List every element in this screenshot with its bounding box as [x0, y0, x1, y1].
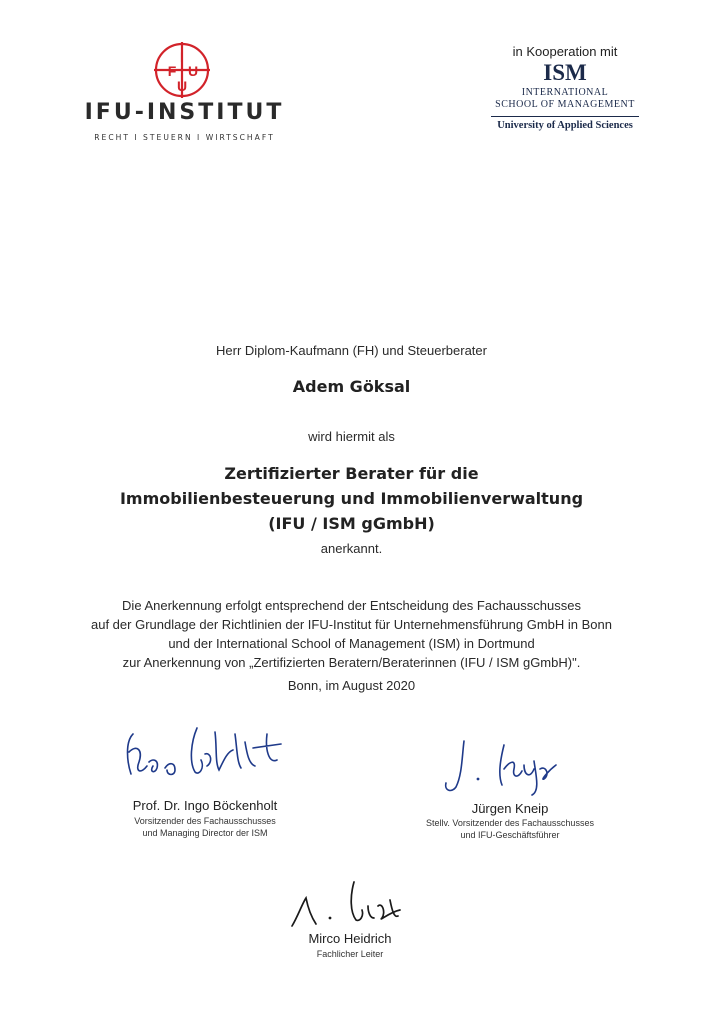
ism-title: ISM — [543, 60, 587, 85]
signature-kneip — [400, 735, 600, 805]
signatory-role-line: Stellv. Vorsitzender des Fachausschusses — [426, 818, 594, 828]
recipient-prefix: Herr Diplom-Kaufmann (FH) und Steuerberater — [216, 343, 487, 358]
ifu-emblem-logo — [152, 40, 212, 100]
certificate-title — [0, 461, 703, 536]
certificate-title-line: Zertifizierter Berater für die — [224, 464, 479, 483]
ism-cooperation-label: in Kooperation mit — [512, 44, 618, 59]
ifu-emblem-letter-u-right: U — [187, 63, 199, 79]
signatory-name: Mirco Heidrich — [308, 931, 392, 946]
ism-university-line: University of Applied Sciences — [497, 120, 633, 131]
signature-heidrich — [250, 872, 450, 932]
signatory-role-line: und Managing Director der ISM — [142, 828, 268, 838]
ism-line-school: SCHOOL OF MANAGEMENT — [495, 99, 635, 110]
ism-line-international: INTERNATIONAL — [521, 87, 609, 98]
ifu-title: IFU-INSTITUT — [84, 100, 285, 125]
certificate-title-line: Immobilienbesteuerung und Immobilienverwaltung — [119, 489, 584, 508]
signatory-role — [400, 817, 620, 841]
body-line: auf der Grundlage der Richtlinien der IFU-Institut für Unternehmensführung GmbH in Bonn — [91, 617, 612, 632]
ifu-emblem-letter-f: F — [167, 63, 177, 79]
recognized-text: anerkannt. — [320, 541, 383, 556]
place-date: Bonn, im August 2020 — [287, 678, 416, 693]
signatory-role-line: Vorsitzender des Fachausschusses — [134, 816, 276, 826]
ism-logo-block — [470, 44, 660, 131]
signatory-role — [95, 815, 315, 839]
signatory-role-line: und IFU-Geschäftsführer — [460, 830, 560, 840]
recipient-name: Adem Göksal — [292, 377, 411, 396]
ifu-emblem-letter-u: U — [176, 78, 188, 94]
certificate-title-line: (IFU / ISM gGmbH) — [268, 514, 435, 533]
ifu-emblem-letter-i: I — [180, 49, 184, 65]
signatory-role-line: Fachlicher Leiter — [316, 949, 384, 959]
body-line: und der International School of Management (ISM) in Dortmund — [168, 636, 535, 651]
signatory-name: Jürgen Kneip — [471, 801, 549, 816]
ifu-subtitle: RECHT I STEUERN I WIRTSCHAFT — [94, 133, 275, 142]
ism-divider — [491, 116, 639, 117]
signature-boeckenholt — [95, 722, 295, 792]
body-line: zur Anerkennung von „Zertifizierten Beratern/Beraterinnen (IFU / ISM gGmbH)". — [122, 655, 581, 670]
intro-text: wird hiermit als — [308, 429, 395, 444]
body-line: Die Anerkennung erfolgt entsprechend der Entscheidung des Fachausschusses — [122, 598, 581, 613]
body-paragraph — [0, 596, 703, 672]
signatory-name: Prof. Dr. Ingo Böckenholt — [132, 798, 278, 813]
signatory-role — [250, 948, 450, 960]
